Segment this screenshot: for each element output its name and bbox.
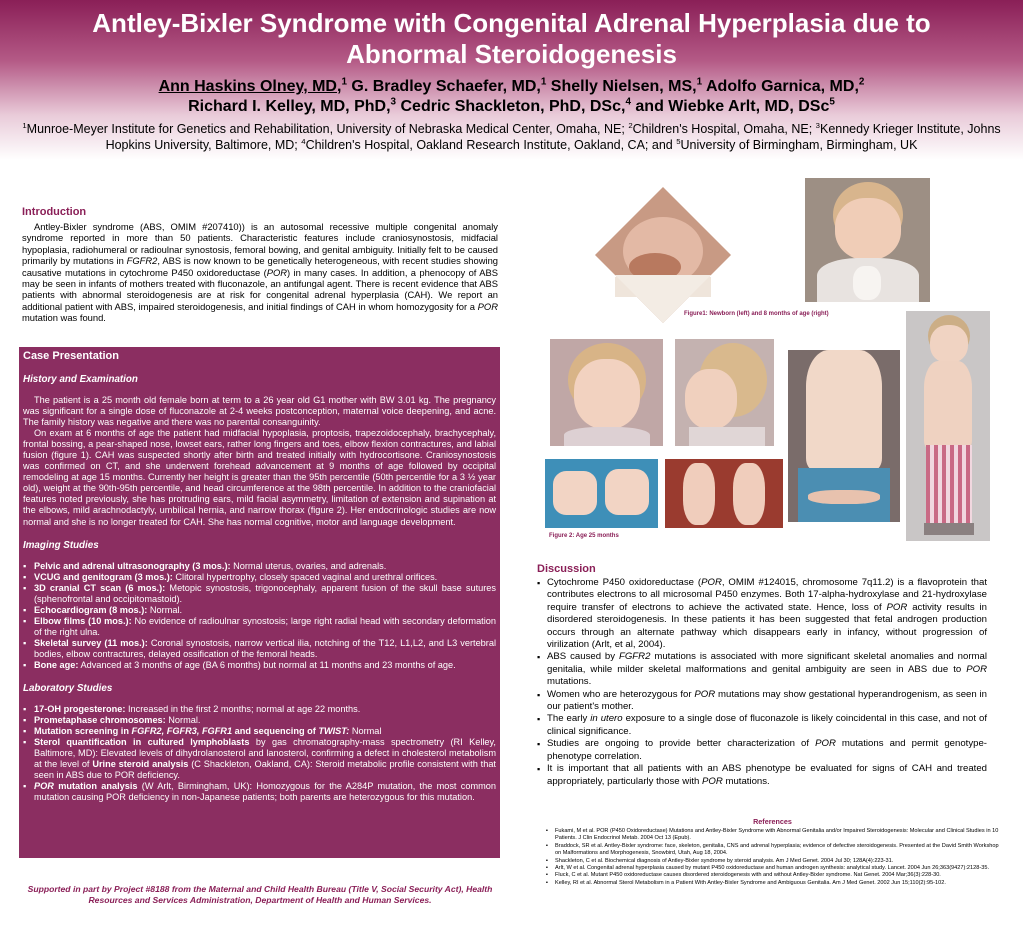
discussion-heading: Discussion — [537, 563, 596, 575]
case-presentation-panel — [19, 347, 500, 858]
poster-title — [0, 8, 1023, 70]
list-item: ▪ Women who are heterozygous for POR mutations may show gestational hyperandrogenism, as seen in our patient's mother. — [537, 689, 987, 714]
list-item: ▪ Bone age: Advanced at 3 months of age (BA 6 months) but normal at 11 months and 23 months of age. — [23, 660, 496, 671]
figure-2-caption: Figure 2: Age 25 months — [549, 533, 619, 539]
photo-face-front — [550, 339, 663, 446]
newborn-photo-image — [595, 187, 731, 323]
list-item: ▪ Mutation screening in FGFR2, FGFR3, FGFR1 and sequencing of TWIST: Normal — [23, 726, 496, 737]
history-paragraph: The patient is a 25 month old female born at term to a 26 year old G1 mother with BW 3.01 kg. The pregnancy was significant for a single dose of fluconazole at 2-4 weeks postconception, maternal voice deepening, and acne. The family history was negative and there was no parental consanguinity. — [23, 395, 496, 428]
list-item: ▪ VCUG and genitogram (3 mos.): Clitoral hypertrophy, closely spaced vaginal and urethral orifices. — [23, 572, 496, 583]
photo-feet — [665, 459, 783, 528]
figure-1-caption: Figure1: Newborn (left) and 8 months of age (right) — [684, 311, 829, 317]
list-item: ▪ Skeletal survey (11 mos.): Coronal synostosis, narrow vertical ilia, notching of the T12, L1,L2, and L3 vertebral bodies, elbow contractures, delayed ossification of the femoral heads. — [23, 638, 496, 660]
laboratory-list — [23, 704, 496, 803]
reference-item: ▪ Fluck, C et al. Mutant P450 oxidoreductase causes disordered steroidogenesis with and without Antley-Bixler syndrome. Nat Genet. 2004 Mar;36(3):228-30. — [545, 872, 1000, 879]
list-item: ▪ Studies are ongoing to provide better characterization of POR mutations and permit genotype-phenotype correlation. — [537, 738, 987, 763]
author-name: Cedric Shackleton, PhD, DSc, — [400, 98, 626, 115]
history-heading: History and Examination — [23, 374, 138, 385]
reference-item: ▪ Shackleton, C et al. Biochemical diagnosis of Antley-Bixler syndrome by steroid analysis. Am J Med Genet. 2004 Jul 30; 128A(4):223-31. — [545, 858, 1000, 865]
affiliations: $^1$Munroe-Meyer Institute for Genetics and Rehabilitation, University of Nebraska Medical Center, Omaha, NE; $^2$Children's Hospital, Omaha, NE; $^3$Kennedy Krieger Institute, Johns Hopkins University, Baltimore, MD; $^4$Children's Hospital, Oakland Research Institute, Oakland, CA; and $^5$University of Birmingham, Birmingham, UK — [22, 120, 1001, 152]
photo-torso — [788, 350, 900, 522]
list-item: ▪ Pelvic and adrenal ultrasonography (3 mos.): Normal uterus, ovaries, and adrenals. — [23, 561, 496, 572]
list-item: ▪ Elbow films (10 mos.): No evidence of radioulnar synostosis; large right radial head with secondary deformation of the right ulna. — [23, 616, 496, 638]
author-list — [0, 77, 1023, 117]
imaging-list — [23, 561, 496, 671]
funding-statement: Supported in part by Project #8188 from the Maternal and Child Health Bureau (Title V, Social Security Act), Health Resources and Services Administration, Department of Health and Human Services. — [27, 884, 493, 905]
list-item: ▪ Sterol quantification in cultured lymphoblasts by gas chromatography-mass spectrometry (RI Kelley, Baltimore, MD): Elevated levels of dihydrolanosterol and lanosterol, confirming a defect in cholesterol metabolism at the level of Urine steroid analysis (C Shackleton, Oakland, CA): Steroid metabolic profile consistent with that seen in ABS due to POR deficiency. — [23, 737, 496, 781]
photo-standing — [906, 311, 990, 541]
discussion-section — [537, 563, 987, 788]
references-list — [545, 828, 1000, 887]
list-item: ▪ Echocardiogram (8 mos.): Normal. — [23, 605, 496, 616]
list-item: ▪ Prometaphase chromosomes: Normal. — [23, 715, 496, 726]
photo-face-profile — [675, 339, 774, 446]
list-item: ▪ 17-OH progesterone: Increased in the first 2 months; normal at age 22 months. — [23, 704, 496, 715]
photo-newborn — [595, 187, 731, 323]
title-line-2: Abnormal Steroidogenesis — [346, 39, 677, 69]
list-item: ▪ ABS caused by FGFR2 mutations is associated with more significant skeletal anomalies and normal genitalia, while milder skeletal malformations and genital ambiguity are seen in ABS due to POR mutations. — [537, 651, 987, 688]
case-heading: Case Presentation — [23, 350, 119, 362]
history-paragraph: On exam at 6 months of age the patient had midfacial hypoplasia, proptosis, trapezoidocephaly, brachycephaly, frontal bossing, a pear-shaped nose, lowset ears, rather long fingers and toes, elbow flexion contractures, and labial fusion (figure 1). CAH was suspected shortly after birth and treated initially with hydrocortisone. Craniosynostosis was confirmed on CT, and she underwent forehead advancement at 9 months of age followed by occipital remodeling at age 15 months. Currently her height is greater than the 95th percentile (50th percentile for a 3 ½ year old), weight at the 90th-95th percentile, and head circumference at the 98th percentile. In addition to the craniofacial features noted previously, she has protruding ears, mild facial asymmetry, limitation of extension and supination at the elbows, mild arachnodactyly, umbilical hernia, and narrow thorax (figure 2). Her endocrinologic studies are now normal and she is no longer treated for CAH. She has normal cognitive, motor and language development. — [23, 428, 496, 527]
introduction-paragraph: Antley-Bixler syndrome (ABS, OMIM #207410)) is an autosomal recessive multiple congenital anomaly syndrome reported in more than 50 patients. Characteristic features include craniosynostosis, midfacial hypoplasia, radiohumeral or radioulnar synostosis, femoral bowing, and genital ambiguity. Initially felt to be caused primarily by mutations in FGFR2, ABS is now known to be genetically heterogeneous, with recent studies showing causative mutations in cytochrome P450 oxidoreductase (POR) in many cases. In addition, a phenocopy of ABS may be seen in infants of mothers treated with fluconazole, an antifungal agent. There is recent evidence that ABS patients with abnormal steroidogenesis are at risk for congenital adrenal hyperplasia (CAH). We report an additional patient with ABS, impaired steroidogenesis, and initial findings of CAH in whom homozygosity for a POR mutation was found. — [22, 221, 498, 324]
reference-item: ▪ Braddock, SR et al. Antley-Bixler syndrome: face, skeleton, genitalia, CNS and adrenal hyperplasia; evidence of defective steroidogenesis. Presented at the David Smith Workshop on Malformations and Morphogenesis, Snowbird, Utah, Aug 18, 2004. — [545, 843, 1000, 858]
introduction-heading: Introduction — [22, 206, 87, 218]
author-name: Ann Haskins Olney, MD, — [158, 78, 342, 95]
photo-eight-months — [805, 178, 930, 302]
reference-item: ▪ Fukami, M et al. POR (P450 Oxidoreductase) Mutations and Antley-Bixler Syndrome with Abnormal Genitalia and/or Impaired Steroidogenesis: Molecular and Clinical Studies in 10 Patients. J Clin Endocrinol Metab. 2004 Oct 13 (Epub). — [545, 828, 1000, 843]
list-item: ▪ 3D cranial CT scan (6 mos.): Metopic synostosis, trigonocephaly, apparent fusion of the skull base sutures (sphenofrontal and occipitomastoid). — [23, 583, 496, 605]
reference-item: ▪ Kelley, RI et al. Abnormal Sterol Metabolism in a Patient With Antley-Bixler Syndrome and Ambiguous Genitalia. Am J Med Genet. 2002 Jun 15;110(2):95-102. — [545, 880, 1000, 887]
laboratory-heading: Laboratory Studies — [23, 683, 113, 695]
author-name: Adolfo Garnica, MD, — [705, 78, 859, 95]
references-section — [545, 817, 1000, 887]
author-line-2: Richard I. Kelley, MD, PhD,$^3$ Cedric Shackleton, PhD, DSc,$^4$ and Wiebke Arlt, MD, DSc$^5$ — [188, 96, 835, 115]
list-item: ▪ It is important that all patients with an ABS phenotype be evaluated for signs of CAH and treated appropriately, particularly those with POR mutations. — [537, 763, 987, 788]
list-item: ▪ Cytochrome P450 oxidoreductase (POR, OMIM #124015, chromosome 7q11.2) is a flavoprotein that contributes electrons to all microsomal P450 enzymes. Both 17-alpha-hydroxylase and 21-hydroxylase require transfer of electrons to achieve the activated state. Hence, loss of POR activity results in disordered steroidogenesis. In these patients it has been suggested that fetal androgen production occurs through an alternate pathway which disappears early in infancy, without progression of virilization (Arlt, et al, 2004). — [537, 577, 987, 651]
author-line-1: Ann Haskins Olney, MD,$^1$ G. Bradley Schaefer, MD,$^1$ Shelly Nielsen, MS,$^1$ Adolfo Garnica, MD,$^2$ — [158, 76, 865, 95]
reference-item: ▪ Arlt, W et al. Congenital adrenal hyperplasia caused by mutant P450 oxidoreductase and human androgen synthesis: analytical study. Lancet. 2004 Jun 26;363(9427):2128-35. — [545, 865, 1000, 872]
title-line-1: Antley-Bixler Syndrome with Congenital Adrenal Hyperplasia due to — [92, 8, 931, 38]
references-heading: References — [753, 817, 792, 826]
author-name: G. Bradley Schaefer, MD, — [351, 78, 541, 95]
list-item: ▪ The early in utero exposure to a single dose of fluconazole is likely coincidental in this case, and not of clinical significance. — [537, 713, 987, 738]
list-item: ▪ POR mutation analysis (W Arlt, Birmingham, UK): Homozygous for the A284P mutation, the most common mutation causing POR deficiency in non-Japanese patients; both parents are heterozygous for this mutation. — [23, 781, 496, 803]
author-name: and Wiebke Arlt, MD, DSc — [635, 98, 830, 115]
author-name: Shelly Nielsen, MS, — [550, 78, 697, 95]
photo-hands — [545, 459, 658, 528]
introduction-section — [22, 206, 498, 324]
imaging-heading: Imaging Studies — [23, 539, 99, 551]
author-name: Richard I. Kelley, MD, PhD, — [188, 98, 391, 115]
discussion-list — [537, 577, 987, 788]
